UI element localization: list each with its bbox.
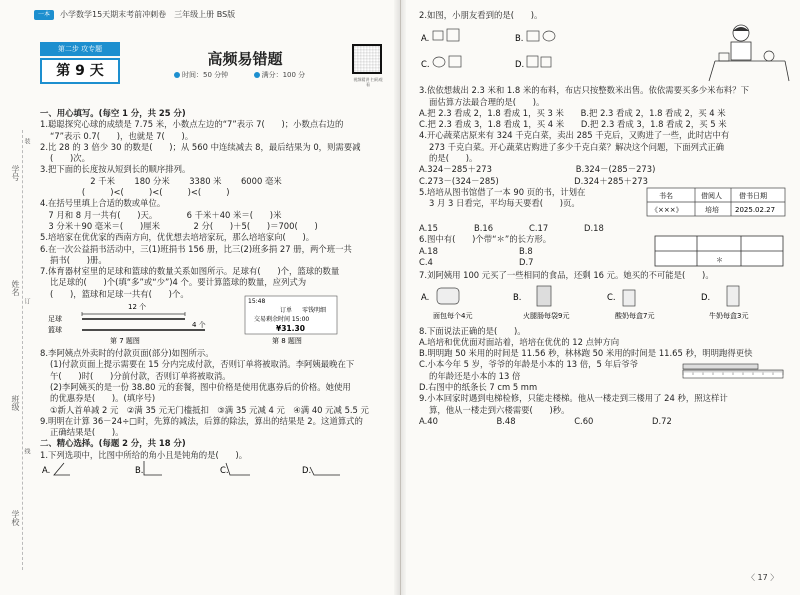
binding-mark-3: 线: [23, 448, 30, 454]
q5-loan-table: [647, 188, 787, 218]
clock-icon: [174, 72, 180, 78]
side-label-school: 学校: [11, 510, 20, 526]
q2-opt-a: A.: [421, 33, 430, 44]
q7-item-b: 火腿肠每袋9元: [523, 311, 570, 320]
question-line: 3 分米＋90 毫米＝( )厘米 2 分( )＋5( )＝700( ): [40, 220, 318, 231]
q5-opt-d[interactable]: D.18: [584, 222, 604, 233]
question-line: 7.体育器材室里的足球和篮球的数量关系如图所示。足球有( )个，篮球的数量: [40, 266, 340, 277]
angle-b-shape: [144, 461, 162, 475]
question-line: 比足球的( )个(填“多”或“少”)4 个。要计算篮球的数量，应列式为: [50, 277, 307, 288]
question-line: 2 千米 180 分米 3380 米 6000 毫米: [40, 175, 282, 186]
day-badge: 第 9 天: [40, 58, 120, 84]
left-question-block-2: [40, 348, 392, 461]
angle-opt-b: B.: [135, 465, 144, 476]
q7-options: [419, 284, 789, 324]
fig7-caption: 第 7 题图: [110, 337, 140, 346]
q7-item-c: 酸奶每盒7元: [615, 311, 655, 320]
question-line: 3.把下面的长度按从短到长的顺序排列。: [40, 164, 191, 175]
question-line: D.右图中的纸条长 7 cm 5 mm: [419, 382, 538, 393]
binding-mark-1: 装: [23, 138, 30, 144]
q5-cell-date: 2025.02.27: [735, 205, 776, 214]
q2-opt-b: B.: [515, 33, 524, 44]
q2-opt-c: C.: [421, 59, 430, 70]
question-line: 2.如图，小朋友看到的是( )。: [419, 10, 543, 20]
q2-b-box-icon: [527, 31, 539, 41]
binding-line: [22, 130, 23, 570]
question-line: C.把 2.3 看成 3，1.8 看成 1，买 4 米 D.把 2.3 看成 3，1.8 看成 2，买 5 米: [419, 119, 727, 130]
q7-text: 7.刘阿姨用 100 元买了一些相同的食品，还剩 16 元。她买的不可能是( )。: [419, 270, 714, 281]
fig8-price: ¥31.30: [276, 324, 305, 334]
question-line: A.培培和优优面对面站着，培培在优优的 12 点钟方向: [419, 336, 620, 347]
question-line: C.273－(324－285) D.324＋285＋273: [419, 175, 648, 186]
q2-d-cup-icon: [541, 57, 551, 67]
q6-opt-c[interactable]: C.4: [419, 256, 433, 267]
side-label-student-id: 学号: [11, 165, 20, 181]
question-line: 1.聪聪探究心球的成绩是 7.75 米，小数点左边的“7”表示 7( )；小数点右边的: [40, 119, 344, 130]
q2-c-cup-icon: [433, 57, 445, 67]
q5-block: [419, 187, 789, 223]
q6-text: 6.图中有( )个带“＊”的长方形。: [419, 234, 552, 245]
full-score: 满分：100 分: [261, 71, 306, 79]
q2-a-cup-icon: [433, 31, 443, 40]
figure-7-diagram: [40, 298, 392, 346]
question-line: 1.下列选项中，比图中所给的角小且是钝角的是( )。: [40, 449, 248, 460]
right-question-block-2: [419, 85, 789, 187]
exam-meta: [174, 70, 305, 80]
fig7-football-label: 足球: [48, 315, 62, 324]
angle-opt-a: A.: [42, 465, 51, 476]
binding-mark-2: 订: [23, 298, 30, 304]
question-line: 的是( )。: [429, 153, 478, 164]
question-line: 8.下面说法正确的是( )。: [419, 325, 526, 336]
question-line: ①新人首单减 2 元 ②满 35 元无门槛抵扣 ③满 35 元减 4 元 ④满 40 元减 5.5 元: [50, 404, 369, 415]
q6-opt-b[interactable]: B.8: [519, 245, 533, 256]
stage-badge: 第二步 攻专题: [40, 42, 120, 56]
q2-figure: [419, 23, 789, 83]
time-limit: 时间：50 分钟: [182, 71, 229, 79]
question-line: 4.开心蔬菜店原来有 324 千克白菜，卖出 285 千克后，又购进了一些，此时店中有: [419, 130, 730, 141]
page-header: [34, 4, 384, 34]
fig8-detail-tab: 零钱明细: [302, 307, 327, 315]
fig8-order-tab: 订单: [280, 307, 293, 315]
question-line: 正确结果是( )。: [50, 427, 124, 438]
angle-opt-d: D.: [302, 465, 312, 476]
q2-options: [419, 23, 789, 83]
angle-options: [40, 461, 392, 483]
section-heading: 一、用心填写。(每空 1 分，共 25 分): [40, 108, 186, 118]
q5-header-borrower: 借阅人: [701, 191, 722, 200]
question-line: 5.培培家在优优家的西南方向，优优想去培培家玩，那么培培家向( )。: [40, 232, 315, 243]
left-question-block-1: [40, 108, 392, 300]
question-line: 3.依依想裁出 2.3 米和 1.8 米的布料，布店只按整数米出售。依依需要买多少米布料？下: [419, 85, 750, 96]
left-content: [40, 108, 392, 483]
side-label-class: 班级: [11, 395, 20, 411]
question-line: 的年龄还是小本的 13 倍: [429, 370, 521, 381]
qr-code-icon[interactable]: [352, 44, 382, 74]
q5-options: [419, 223, 639, 234]
question-line: ( )次。: [50, 153, 91, 164]
q5-header-date: 借书日期: [739, 191, 767, 200]
brand-logo: 一本: [34, 10, 54, 20]
paper-strip: [683, 364, 758, 369]
q5-opt-b[interactable]: B.16: [474, 222, 494, 233]
question-line: B.明明跑 50 米用的时间是 11.56 秒，林林跑 50 米用的时间是 11.65 秒，明明跑得更快: [419, 348, 753, 359]
bread-icon: [437, 288, 459, 304]
right-content: [419, 10, 789, 427]
fig8-countdown: 交易剩余时间 15:00: [254, 316, 310, 324]
q2-a-box-icon: [447, 29, 459, 41]
fig7-top-label: 12 个: [128, 303, 147, 312]
figures-7-8: [40, 298, 392, 346]
q6-options-row-1: [419, 246, 619, 257]
question-line: “7”表示 0.7( )，也就是 7( )。: [50, 130, 194, 141]
q2-b-cup-icon: [543, 31, 555, 41]
q7-opt-c: C.: [607, 291, 616, 302]
question-line: 午( )时( )分前付款，否则订单将被取消。: [50, 370, 231, 381]
question-line: A.324－285＋273 B.324－(285－273): [419, 164, 656, 175]
angle-c-shape: [226, 463, 250, 475]
score-icon: [254, 72, 260, 78]
question-line: 6.在一次公益捐书活动中，三(1)班捐书 156 册，比三(2)班多捐 27 册，两个班一共: [40, 243, 352, 254]
page-title: 高频易错题: [207, 50, 283, 68]
q6-rectangle-grid: [655, 236, 785, 268]
q6-block: [419, 234, 789, 270]
question-line: 8.李阿姨点外卖时的付款页面(部分)如图所示。: [40, 348, 214, 359]
qr-caption: 视频精讲 扫码观看: [353, 77, 383, 87]
q6-opt-d[interactable]: D.7: [519, 256, 534, 267]
q5-header-book: 书名: [659, 191, 673, 200]
q6-opt-a[interactable]: A.18: [419, 245, 438, 256]
question-line: 9.小本回家时遇到电梯检修，只能走楼梯。他从一楼走到三楼用了 24 秒，照这样计: [419, 393, 728, 404]
q6-star-mark: ＊: [716, 256, 723, 265]
series-title: 小学数学15天期末考前冲刺卷 三年级上册 BS版: [60, 10, 236, 19]
question-line: A.把 2.3 看成 2，1.8 看成 1，买 3 米 B.把 2.3 看成 2，1.8 看成 2，买 4 米: [419, 107, 726, 118]
question-line: 273 千克白菜。开心蔬菜店购进了多少千克白菜？解决这个问题，下面列式正确: [429, 141, 725, 152]
fig7-diff-label: 4 个: [192, 321, 206, 330]
question-line: 9.明明在计算 36－24÷□时，先算的减法，后算的除法，算出的结果是 2。这道算式的: [40, 415, 363, 426]
fig8-caption: 第 8 题图: [272, 337, 302, 346]
question-line: 算，他从一楼走到六楼需要( )秒。: [429, 404, 570, 415]
question-line: A.40 B.48 C.60 D.72: [419, 415, 672, 426]
milk-box-icon: [727, 286, 739, 306]
q5-text-1: 5.培培从图书馆借了一本 90 页的书，计划在: [419, 186, 586, 197]
question-line: ( )<( )<( )<( ): [40, 187, 230, 198]
question-line: 面估算方法最合理的是( )。: [429, 96, 545, 107]
q7-opt-b: B.: [513, 291, 522, 302]
yogurt-box-icon: [623, 290, 635, 306]
sausage-bag-icon: [537, 286, 551, 306]
side-label-name: 姓名: [11, 280, 20, 296]
question-line: 的优惠券是( )。(填序号): [50, 393, 156, 404]
q2-opt-d: D.: [515, 59, 525, 70]
q8-q9-block: [419, 326, 789, 428]
fig8-clock: 15:48: [248, 298, 266, 306]
page-number: 〈 17 〉: [747, 573, 779, 582]
q5-opt-a[interactable]: A.15: [419, 222, 438, 233]
q7-item-a: 面包每个4元: [433, 311, 473, 320]
q7-opt-d: D.: [701, 291, 711, 302]
angle-opt-c: C.: [220, 465, 229, 476]
right-page: [400, 0, 800, 595]
right-question-block-1: [419, 10, 789, 21]
q7-opt-a: A.: [421, 291, 430, 302]
q5-opt-c[interactable]: C.17: [529, 222, 549, 233]
angle-d-shape: [310, 467, 340, 475]
question-line: 2.比 28 的 3 倍少 30 的数是( )；从 560 中连续减去 8，最后结果为 0，则需要减: [40, 141, 361, 152]
question-line: (2)李阿姨买的是一份 38.80 元的套餐，图中价格是使用优惠券后的价格。她使用: [50, 381, 351, 392]
q7-item-d: 牛奶每盒3元: [709, 311, 749, 320]
q2-c-box-icon: [449, 56, 461, 67]
q5-cell-book: 《×××》: [651, 205, 683, 214]
question-line: 7 月和 8 月一共有( )天。 6 千米＋40 米＝( )米: [40, 209, 282, 220]
question-line: 捐书( )册。: [50, 254, 107, 265]
question-line: C.小本今年 5 岁，爷爷的年龄是小本的 13 倍，5 年后爷爷: [419, 359, 639, 370]
ruler-figure: [683, 362, 787, 380]
q2-child-scene-icon: [709, 25, 789, 81]
q5-text-2: 3 月 3 日看完，平均每天要看( )页。: [429, 198, 580, 209]
q2-d-box-icon: [527, 56, 538, 67]
angle-a-shape: [54, 463, 70, 475]
q7-figure: [419, 284, 789, 324]
fig7-basketball-label: 篮球: [48, 326, 62, 335]
question-line: (1)付款页面上提示需要在 15 分内完成付款，否则订单将被取消。李阿姨最晚在下: [50, 359, 355, 370]
angle-options-figure: [40, 461, 392, 483]
section-heading: 二、精心选择。(每题 2 分，共 18 分): [40, 438, 186, 449]
q5-cell-borrower: 培培: [705, 205, 719, 214]
question-line: ( )，篮球和足球一共有( )个。: [50, 288, 189, 299]
q6-options-row-2: [419, 257, 619, 268]
question-line: 4.在括号里填上合适的数或单位。: [40, 198, 166, 209]
book-fold: [394, 0, 406, 595]
